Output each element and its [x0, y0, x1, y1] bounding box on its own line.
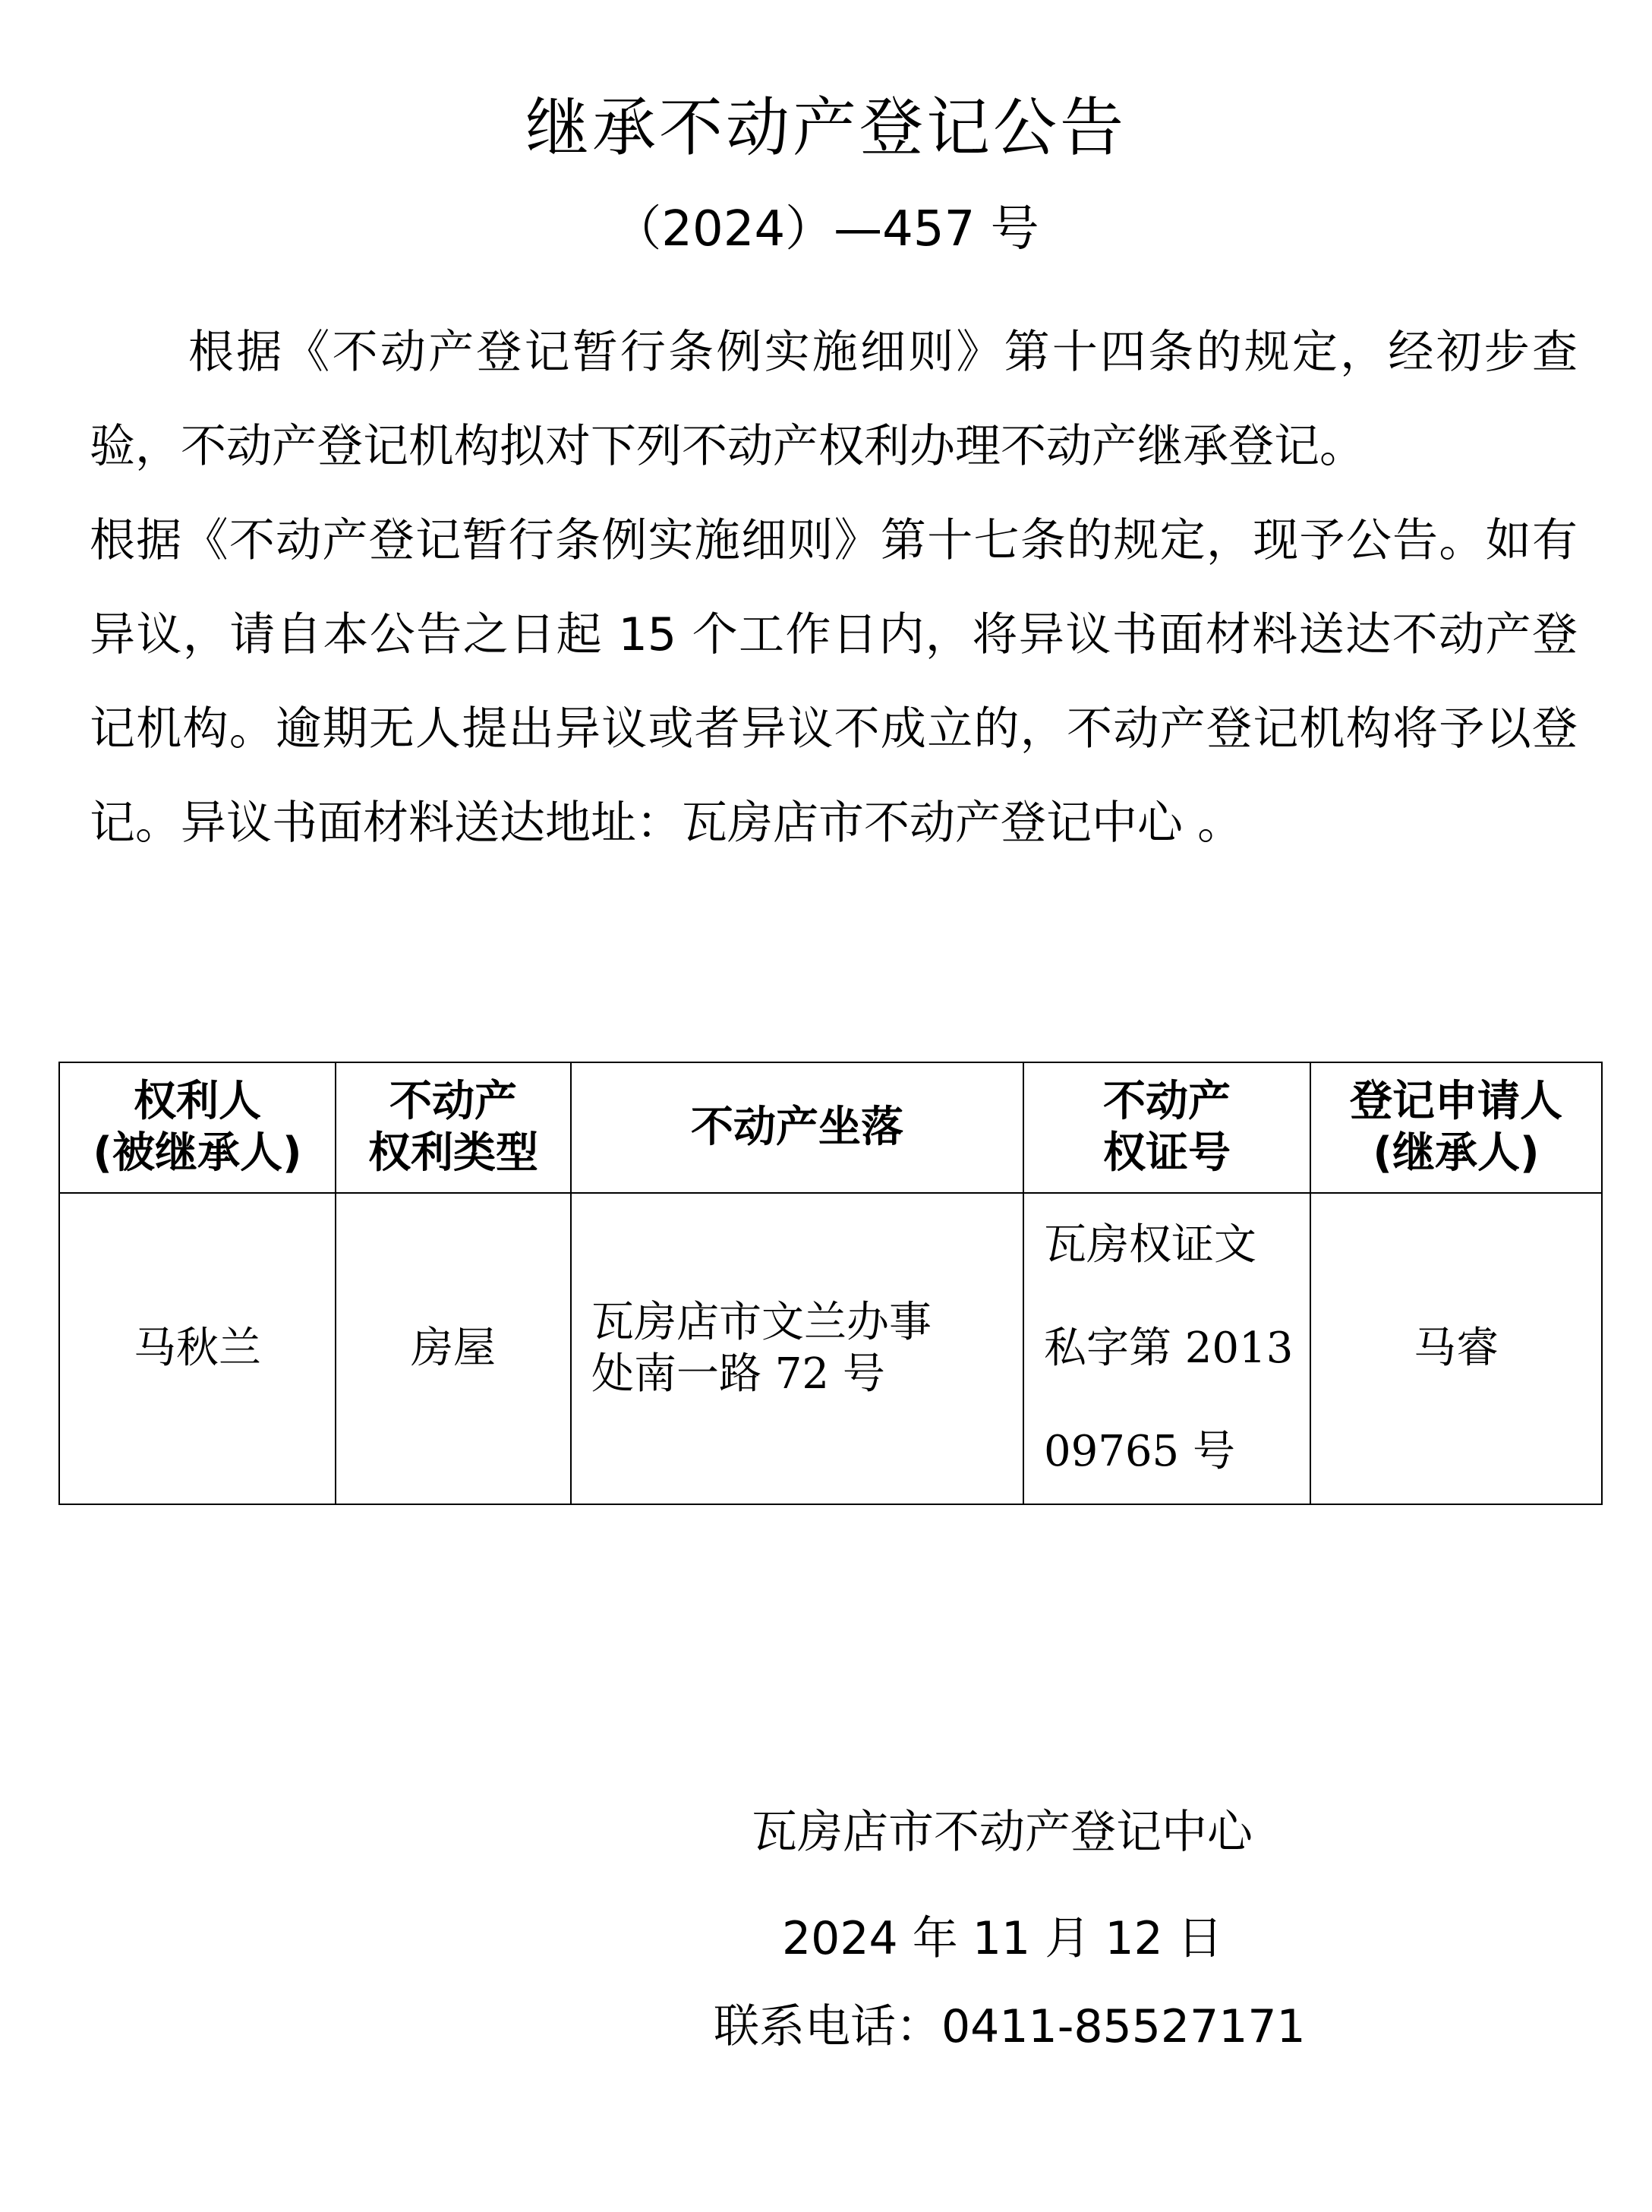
issuing-organization: 瓦房店市不动产登记中心 [752, 1806, 1253, 1859]
cell-holder: 马秋兰 [59, 1193, 336, 1504]
header-right-type: 不动产 权利类型 [336, 1062, 571, 1193]
header-cert-no: 不动产 权证号 [1023, 1062, 1310, 1193]
table-header-row [59, 1062, 1602, 1193]
registration-table [58, 1062, 1603, 1505]
notice-number: （2024）—457 号 [613, 201, 1039, 257]
notice-body [90, 305, 1578, 870]
header-location: 不动产坐落 [571, 1062, 1023, 1193]
paragraph-1: 根据《不动产登记暂行条例实施细则》第十四条的规定，经初步查验，不动产登记机构拟对下列不动产权利办理不动产继承登记。 [90, 326, 1578, 473]
paragraph-2: 根据《不动产登记暂行条例实施细则》第十七条的规定，现予公告。如有异议，请自本公告之日起 15 个工作日内，将异议书面材料送达不动产登记机构。逾期无人提出异议或者异议不成立的，不动产登记机构将予以登记。异议书面材料送达地址：瓦房店市不动产登记中心 。 [90, 514, 1578, 850]
header-holder: 权利人 (被继承人) [59, 1062, 336, 1193]
cell-location: 瓦房店市文兰办事 处南一路 72 号 [571, 1193, 1023, 1504]
header-applicant: 登记申请人 (继承人) [1310, 1062, 1602, 1193]
table-row [59, 1193, 1602, 1504]
cell-applicant: 马睿 [1310, 1193, 1602, 1504]
cell-cert-no: 瓦房权证文 私字第 2013 09765 号 [1023, 1193, 1310, 1504]
contact-phone: 联系电话：0411-85527171 [714, 2000, 1306, 2053]
issue-date: 2024 年 11 月 12 日 [782, 1912, 1223, 1965]
notice-title: 继承不动产登记公告 [525, 90, 1127, 165]
cell-right-type: 房屋 [336, 1193, 571, 1504]
